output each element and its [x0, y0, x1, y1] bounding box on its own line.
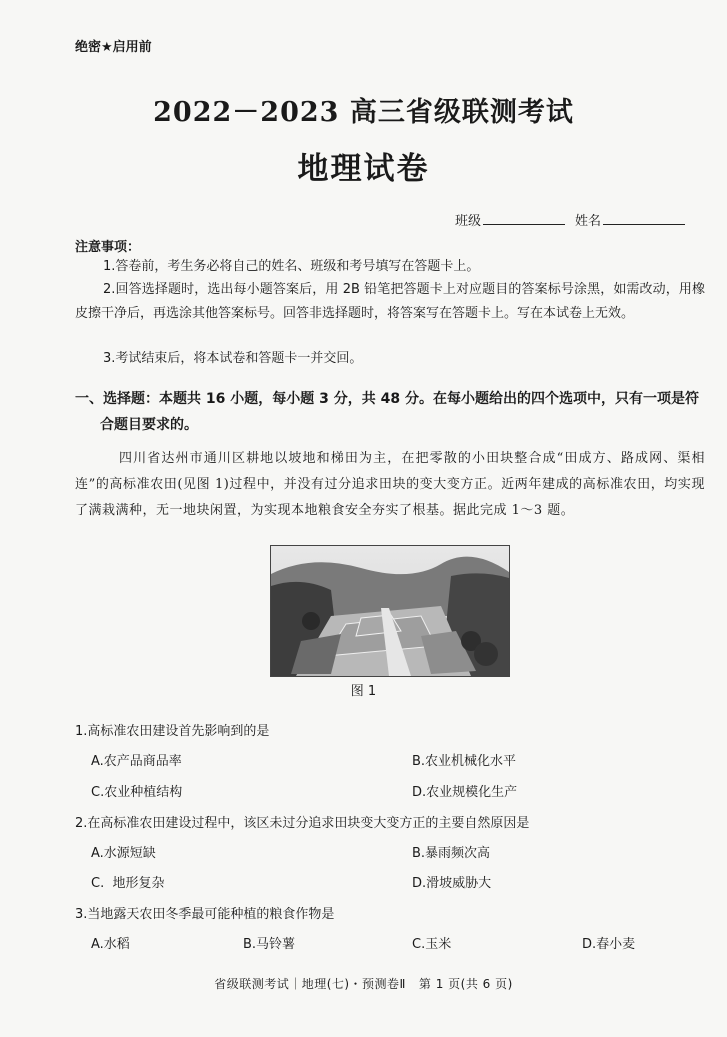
- name-label: 姓名: [575, 214, 602, 229]
- section-heading-continued: 合题目要求的。: [100, 417, 198, 433]
- notes-heading: 注意事项：: [75, 240, 141, 255]
- option-c: C.玉米: [412, 937, 452, 952]
- section-heading: 一、选择题：本题共 16 小题，每小题 3 分，共 48 分。在每小题给出的四个选项中，只有一项是符: [75, 391, 699, 407]
- option-d: D.春小麦: [582, 937, 636, 952]
- student-info-row: [455, 210, 695, 229]
- name-blank: [603, 212, 685, 225]
- option-c: C. 地形复杂: [91, 876, 165, 891]
- exam-subtitle: 地理试卷: [297, 151, 430, 187]
- reading-passage: 四川省达州市通川区耕地以坡地和梯田为主，在把零散的小田块整合成“田成方、路成网、渠相连”的高标准农田(见图 1)过程中，并没有过分追求田块的变大变方正。近两年建成的高标准农田，均实现了满栽满种，无一地块闲置，为实现本地粮食安全夯实了根基。据此完成 1～3 题。: [75, 451, 705, 518]
- page-footer: 省级联测考试｜地理(七)・预测卷Ⅱ 第 1 页(共 6 页): [214, 977, 513, 991]
- option-c: C.农业种植结构: [91, 785, 183, 800]
- question-stem: 3.当地露天农田冬季最可能种植的粮食作物是: [75, 907, 335, 922]
- note-item: 1.答卷前，考生务必将自己的姓名、班级和考号填写在答题卡上。: [103, 259, 480, 274]
- class-label: 班级: [455, 214, 482, 229]
- option-a: A.水源短缺: [91, 846, 156, 861]
- option-b: B.农业机械化水平: [412, 754, 517, 769]
- option-d: D.滑坡威胁大: [412, 876, 492, 891]
- question-stem: 2.在高标准农田建设过程中，该区未过分追求田块变大变方正的主要自然原因是: [75, 816, 530, 831]
- option-b: B.暴雨频次高: [412, 846, 491, 861]
- option-a: A.水稻: [91, 937, 130, 952]
- option-b: B.马铃薯: [243, 937, 296, 952]
- figure-caption: 图 1: [350, 684, 377, 699]
- note-item: 2.回答选择题时，选出每小题答案后，用 2B 铅笔把答题卡上对应题目的答案标号涂黑，如需改动，用橡皮擦干净后，再选涂其他答案标号。回答非选择题时，将答案写在答题卡上。写在本试卷上无效。: [75, 282, 705, 321]
- option-a: A.农产品商品率: [91, 754, 182, 769]
- option-d: D.农业规模化生产: [412, 785, 518, 800]
- exam-title: 2022－2023 高三省级联测考试: [153, 97, 574, 128]
- confidential-label: 绝密★启用前: [75, 40, 152, 55]
- question-stem: 1.高标准农田建设首先影响到的是: [75, 724, 270, 739]
- farmland-photo: [270, 545, 510, 677]
- class-blank: [483, 212, 565, 225]
- note-item: 3.考试结束后，将本试卷和答题卡一并交回。: [103, 351, 363, 366]
